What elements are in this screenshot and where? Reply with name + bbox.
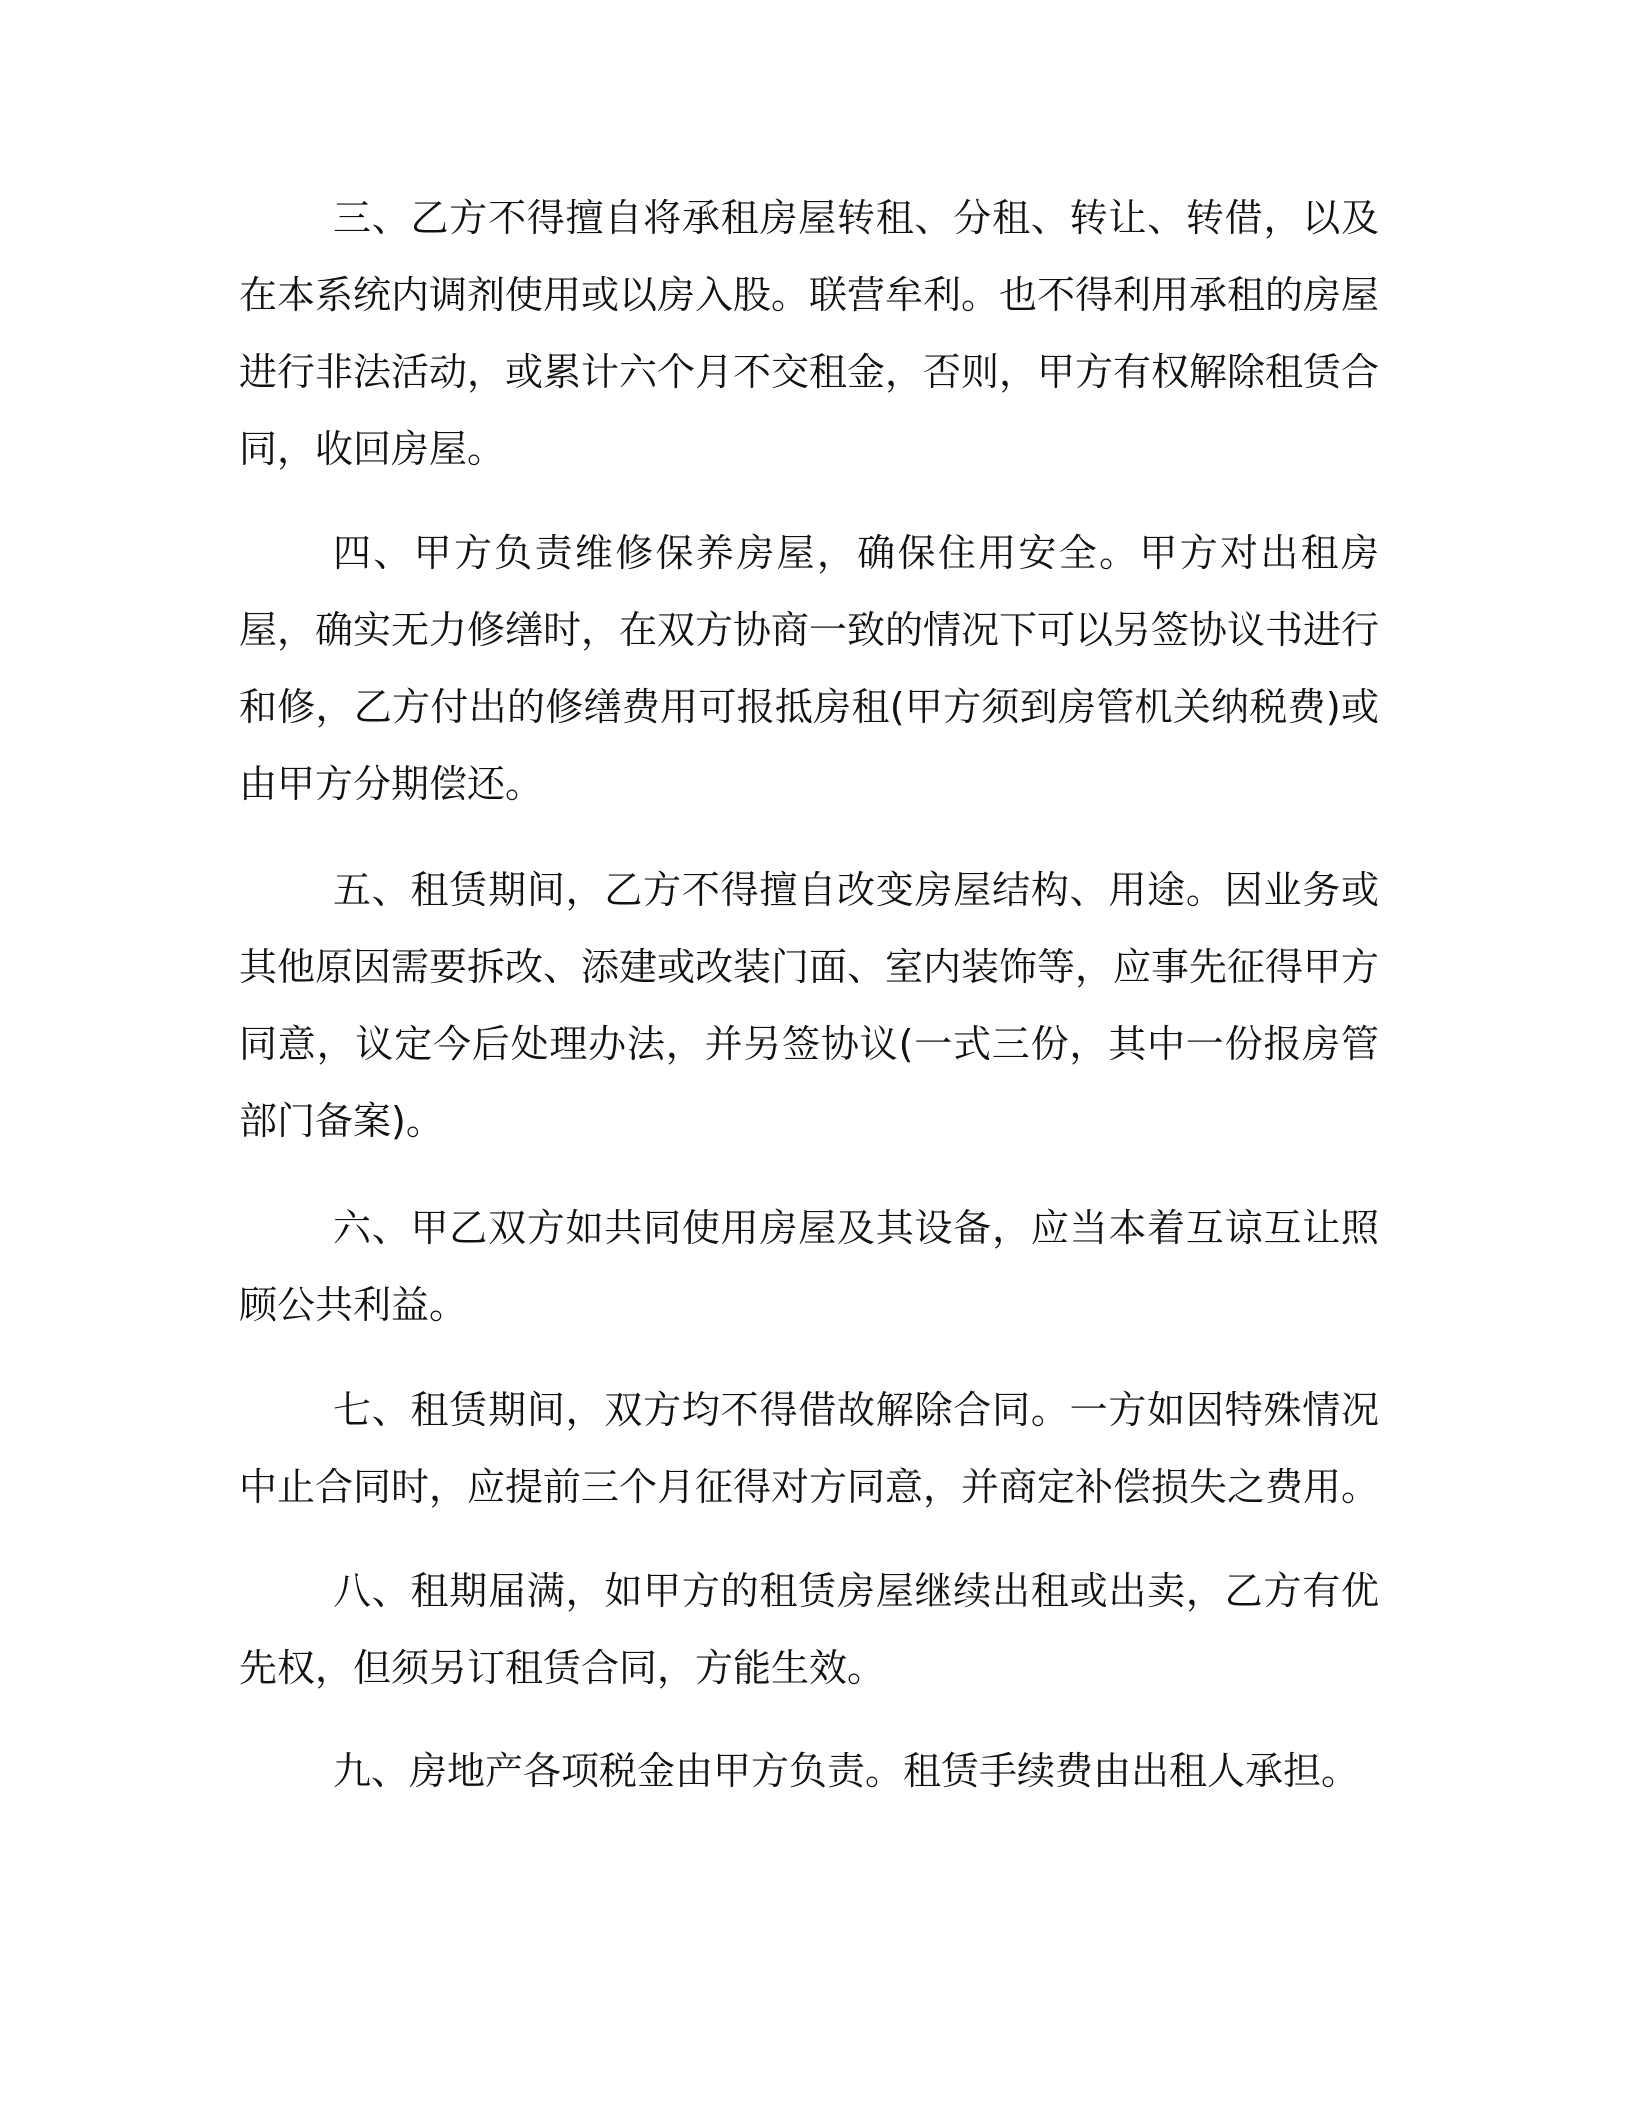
- clause-7-termination: 七、租赁期间，双方均不得借故解除合同。一方如因特殊情况中止合同时，应提前三个月征得对方同意，并商定补偿损失之费用。: [239, 1388, 1380, 1509]
- clause-3-sublease-restriction: 三、乙方不得擅自将承租房屋转租、分租、转让、转借，以及在本系统内调剂使用或以房入股。联营牟利。也不得利用承租的房屋进行非法活动，或累计六个月不交租金，否则，甲方有权解除租赁合同，收回房屋。: [239, 196, 1380, 471]
- clause-8-priority-right: 八、租期届满，如甲方的租赁房屋继续出租或出卖，乙方有优先权，但须另订租赁合同，方能生效。: [239, 1569, 1379, 1690]
- clause-9-taxes-fees: 九、房地产各项税金由甲方负责。租赁手续费由出租人承担。: [333, 1749, 1360, 1793]
- clause-5-structure-changes: 五、租赁期间，乙方不得擅自改变房屋结构、用途。因业务或其他原因需要拆改、添建或改装门面、室内装饰等，应事先征得甲方同意，议定今后处理办法，并另签协议(一式三份，其中一份报房管部门备案)。: [239, 868, 1380, 1143]
- clause-4-maintenance: 四、甲方负责维修保养房屋，确保住用安全。甲方对出租房屋，确实无力修缮时，在双方协商一致的情况下可以另签协议书进行和修，乙方付出的修缮费用可报抵房租(甲方须到房管机关纳税费)或由甲方分期偿还。: [239, 531, 1380, 806]
- clause-6-shared-use: 六、甲乙双方如共同使用房屋及其设备，应当本着互谅互让照顾公共利益。: [239, 1206, 1379, 1327]
